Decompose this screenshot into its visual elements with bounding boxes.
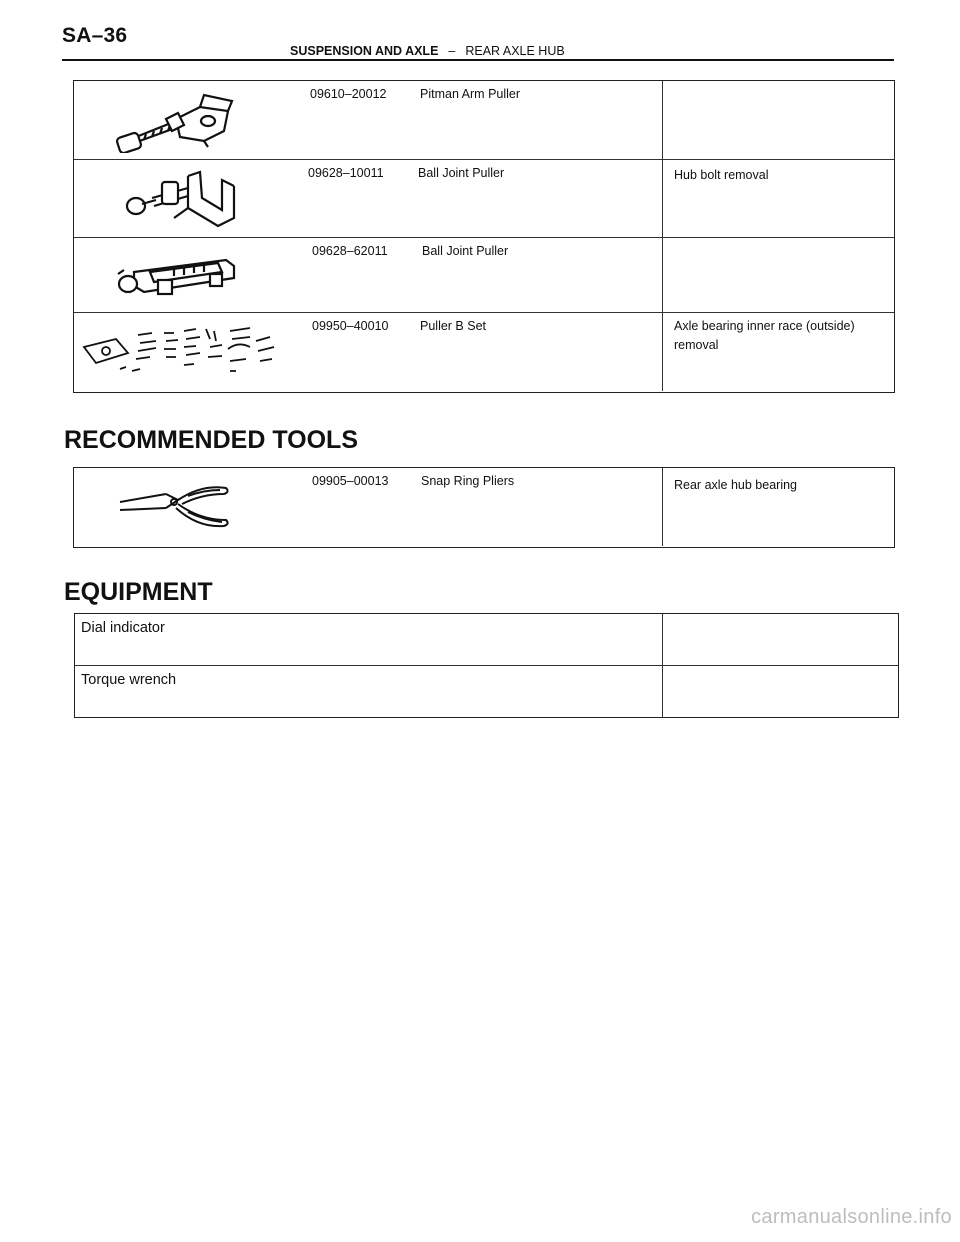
equipment-name: Dial indicator	[81, 620, 165, 636]
tool-row	[74, 468, 894, 546]
equipment-table	[74, 613, 899, 718]
tool-note: Rear axle hub bearing	[674, 478, 797, 492]
column-divider	[662, 614, 663, 665]
equipment-name: Torque wrench	[81, 672, 177, 688]
part-name: Pitman Arm Puller	[420, 87, 521, 101]
column-divider	[662, 81, 663, 159]
ball-joint-puller-icon	[114, 250, 239, 300]
tool-row	[74, 313, 894, 391]
ball-joint-puller-icon	[122, 168, 242, 232]
part-number: 09628–10011	[308, 166, 384, 180]
part-name: Ball Joint Puller	[422, 244, 509, 258]
section-name: SUSPENSION AND AXLE	[290, 44, 439, 58]
watermark: carmanualsonline.info	[751, 1206, 952, 1228]
part-name: Snap Ring Pliers	[421, 474, 515, 488]
equipment-row	[75, 666, 898, 717]
page-id: SA–36	[62, 24, 128, 47]
column-divider	[662, 468, 663, 546]
pitman-arm-puller-icon	[108, 91, 238, 153]
recommended-tools-title: RECOMMENDED TOOLS	[64, 426, 358, 454]
tool-row	[74, 160, 894, 238]
tool-row	[74, 238, 894, 313]
column-divider	[662, 238, 663, 312]
header-rule	[62, 59, 894, 61]
part-number: 09628–62011	[312, 244, 388, 258]
column-divider	[662, 160, 663, 237]
part-number: 09610–20012	[310, 87, 387, 101]
column-divider	[662, 313, 663, 391]
tool-note: Axle bearing inner race (outside) removal	[674, 319, 855, 352]
part-name: Puller B Set	[420, 319, 487, 333]
section-header	[290, 44, 565, 58]
column-divider	[662, 666, 663, 717]
part-number: 09905–00013	[312, 474, 389, 488]
subsection-name: REAR AXLE HUB	[465, 44, 565, 58]
tool-note: Hub bolt removal	[674, 168, 769, 182]
equipment-title: EQUIPMENT	[64, 578, 213, 606]
tool-row	[74, 81, 894, 160]
recommended-tools-table	[73, 467, 895, 548]
part-name: Ball Joint Puller	[418, 166, 505, 180]
header-separator: –	[448, 44, 456, 58]
equipment-row	[75, 614, 898, 666]
sst-table	[73, 80, 895, 393]
part-number: 09950–40010	[312, 319, 389, 333]
puller-set-icon	[80, 321, 290, 377]
snap-ring-pliers-icon	[118, 482, 233, 532]
